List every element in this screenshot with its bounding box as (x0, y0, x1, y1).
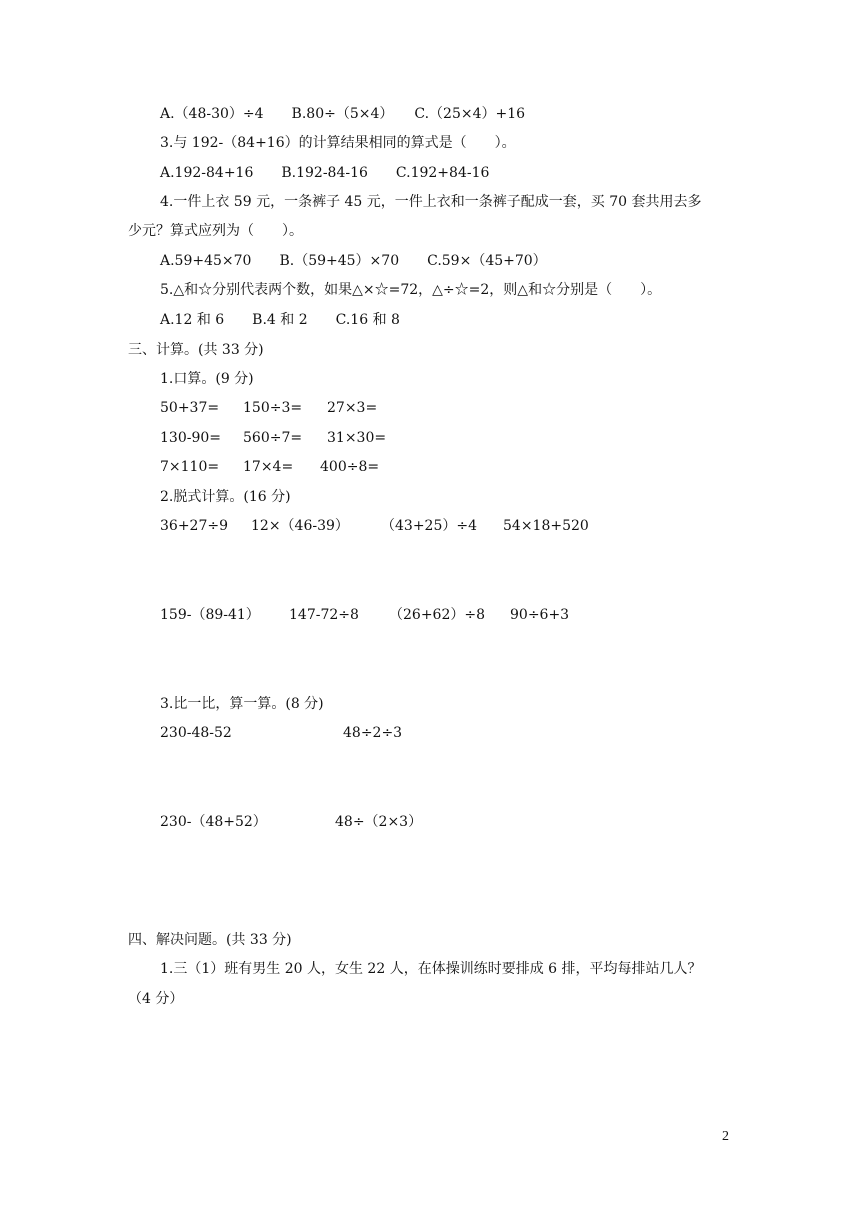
q4-options: A.59+45×70 B.（59+45）×70 C.59×（45+70） (160, 253, 547, 269)
stepwise-item: 159-（89-41） (160, 607, 260, 623)
q2-options: A.（48-30）÷4 B.80÷（5×4） C.（25×4）+16 (160, 106, 526, 122)
compare-item: 48÷2÷3 (343, 725, 403, 741)
oral-item: 31×30= (327, 430, 387, 446)
q3-question: 3.与 192-（84+16）的计算结果相同的算式是（ ）。 (160, 135, 516, 151)
oral-item: 560÷7= (243, 430, 303, 446)
q5-options: A.12 和 6 B.4 和 2 C.16 和 8 (160, 312, 400, 328)
q4-question-line1: 4.一件上衣 59 元，一条裤子 45 元，一件上衣和一条裤子配成一套，买 70 套共用去多 (160, 194, 702, 210)
oral-item: 130-90= (160, 430, 221, 446)
problem1-line2: （4 分） (128, 991, 184, 1007)
compare-item: 230-（48+52） (160, 814, 267, 830)
stepwise-calc-title: 2.脱式计算。(16 分) (160, 489, 291, 505)
compare-calc-title: 3.比一比，算一算。(8 分) (160, 696, 324, 712)
oral-item: 27×3= (327, 400, 378, 416)
oral-item: 7×110= (160, 459, 220, 475)
stepwise-item: （43+25）÷4 (381, 518, 477, 534)
oral-item: 17×4= (243, 459, 294, 475)
section3-title: 三、计算。(共 33 分) (128, 342, 264, 358)
stepwise-item: 36+27÷9 (160, 518, 228, 534)
stepwise-item: 54×18+520 (503, 518, 589, 534)
oral-item: 400÷8= (320, 459, 380, 475)
compare-item: 230-48-52 (160, 725, 232, 741)
problem1-line1: 1.三（1）班有男生 20 人，女生 22 人，在体操训练时要排成 6 排，平均每排站几人？ (160, 961, 702, 977)
q4-question-line2: 少元？算式应列为（ ）。 (128, 223, 303, 239)
oral-calc-title: 1.口算。(9 分) (160, 371, 254, 387)
q3-options: A.192-84+16 B.192-84-16 C.192+84-16 (160, 165, 490, 181)
stepwise-item: 147-72÷8 (289, 607, 359, 623)
section4-title: 四、解决问题。(共 33 分) (128, 932, 292, 948)
compare-item: 48÷（2×3） (335, 814, 423, 830)
stepwise-item: 12×（46-39） (251, 518, 349, 534)
page-number: 2 (722, 1129, 729, 1144)
stepwise-item: （26+62）÷8 (389, 607, 485, 623)
oral-item: 150÷3= (243, 400, 303, 416)
q5-question: 5.△和☆分别代表两个数，如果△×☆=72，△÷☆=2，则△和☆分别是（ ）。 (160, 282, 662, 298)
oral-item: 50+37= (160, 400, 220, 416)
stepwise-item: 90÷6+3 (510, 607, 570, 623)
